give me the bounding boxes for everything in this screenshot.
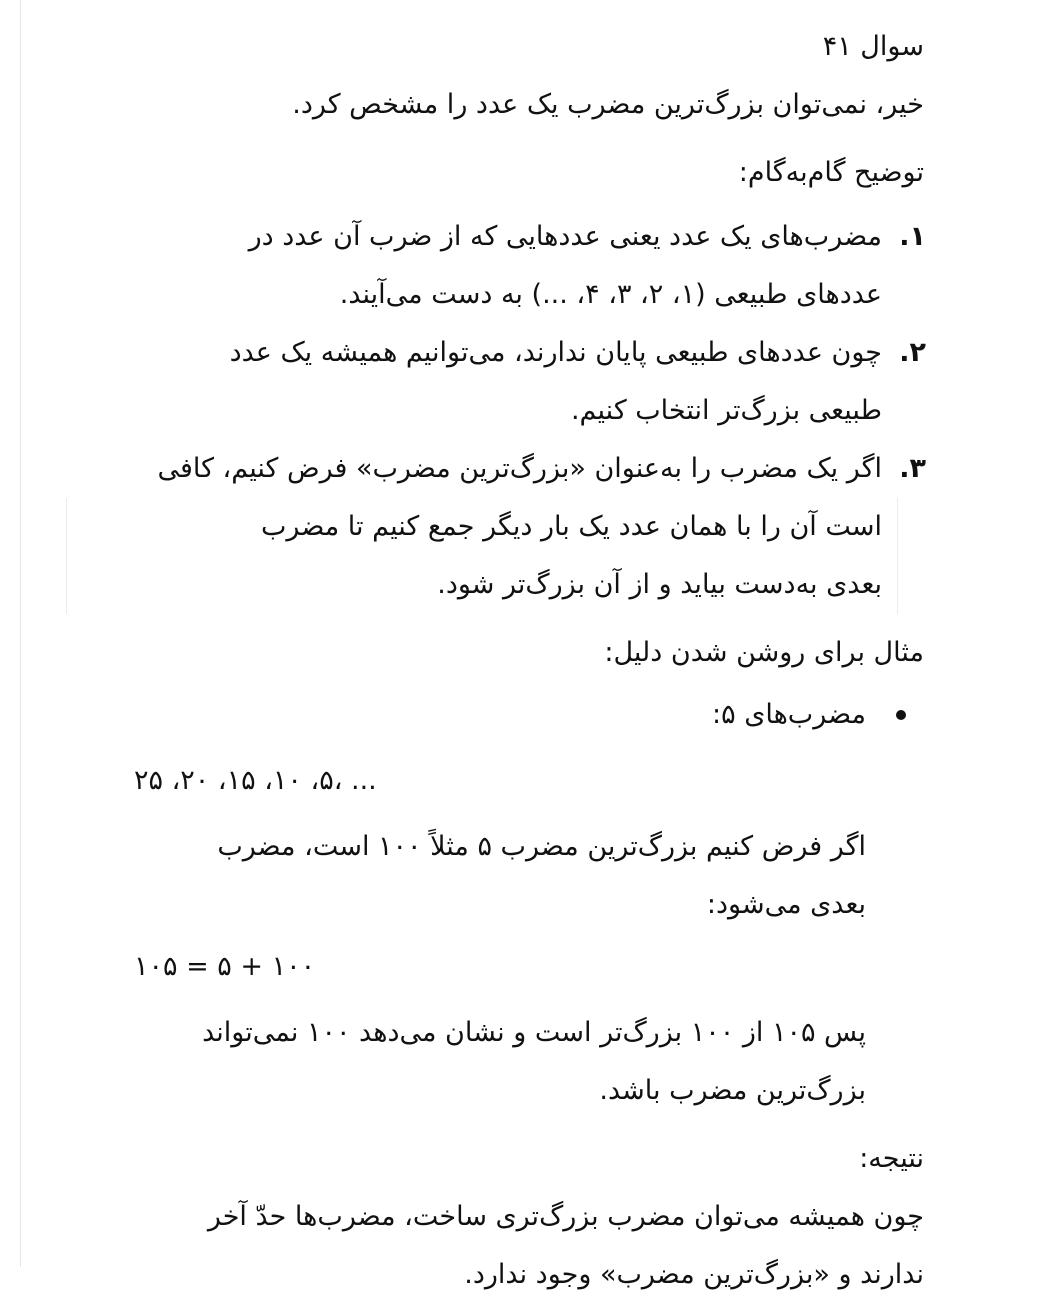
step-item-1 bbox=[134, 208, 926, 324]
step-text-line: اگر یک مضرب را به‌عنوان «بزرگ‌ترین مضرب» فرض کنیم، کافی bbox=[157, 453, 882, 484]
question-title: سوال ۴۱ bbox=[822, 31, 924, 62]
bullet-item bbox=[134, 686, 866, 744]
result-heading: نتیجه: bbox=[859, 1143, 924, 1174]
step-text-line: عددهای طبیعی (۱، ۲، ۳، ۴، ...) به دست می‌آیند. bbox=[339, 279, 882, 310]
step-item-2 bbox=[134, 324, 926, 440]
step-text-line: مضرب‌های یک عدد یعنی عددهایی که از ضرب آن عدد در bbox=[248, 221, 882, 252]
step-text-line: است آن را با همان عدد یک بار دیگر جمع کنیم تا مضرب bbox=[261, 511, 882, 542]
answer-summary: خیر، نمی‌توان بزرگ‌ترین مضرب یک عدد را مشخص کرد. bbox=[292, 89, 924, 120]
bullet-dot-icon bbox=[896, 710, 906, 720]
step-number: ۳. bbox=[899, 453, 926, 484]
step-item-3 bbox=[134, 440, 926, 614]
step-text-line: طبیعی بزرگ‌تر انتخاب کنیم. bbox=[570, 395, 882, 426]
step-text-line: بعدی به‌دست بیاید و از آن بزرگ‌تر شود. bbox=[437, 569, 882, 600]
example-line: اگر فرض کنیم بزرگ‌ترین مضرب ۵ مثلاً ۱۰۰ است، مضرب bbox=[217, 831, 866, 862]
example-paragraph bbox=[134, 818, 866, 934]
step-number: ۱. bbox=[899, 221, 926, 252]
step-number: ۲. bbox=[899, 337, 926, 368]
page-edge-divider bbox=[20, 0, 21, 1267]
explanation-heading: توضیح گام‌به‌گام: bbox=[738, 157, 924, 188]
equation: ۱۰۵ = ۵ + ۱۰۰ bbox=[134, 951, 316, 982]
multiples-sequence: ۲۵ ،۲۰ ،۱۵ ،۱۰ ،۵، ... bbox=[134, 765, 377, 796]
result-line: ندارند و «بزرگ‌ترین مضرب» وجود ندارد. bbox=[464, 1259, 924, 1290]
bullet-text: مضرب‌های ۵: bbox=[712, 699, 866, 730]
bullet-list bbox=[134, 686, 924, 744]
conclusion-line: پس ۱۰۵ از ۱۰۰ بزرگ‌تر است و نشان می‌دهد ۱۰۰ نمی‌تواند bbox=[202, 1017, 866, 1048]
step-text-line: چون عددهای طبیعی پایان ندارند، می‌توانیم همیشه یک عدد bbox=[229, 337, 882, 368]
example-line: بعدی می‌شود: bbox=[706, 889, 866, 920]
conclusion-line: بزرگ‌ترین مضرب باشد. bbox=[599, 1075, 866, 1106]
step-list bbox=[134, 208, 924, 614]
highlighted-step-block bbox=[134, 498, 882, 614]
result-line: چون همیشه می‌توان مضرب بزرگ‌تری ساخت، مضرب‌ها حدّ آخر bbox=[207, 1201, 924, 1232]
answer-content bbox=[134, 18, 924, 1304]
conclusion-paragraph bbox=[134, 1004, 866, 1120]
example-heading: مثال برای روشن شدن دلیل: bbox=[604, 637, 924, 668]
